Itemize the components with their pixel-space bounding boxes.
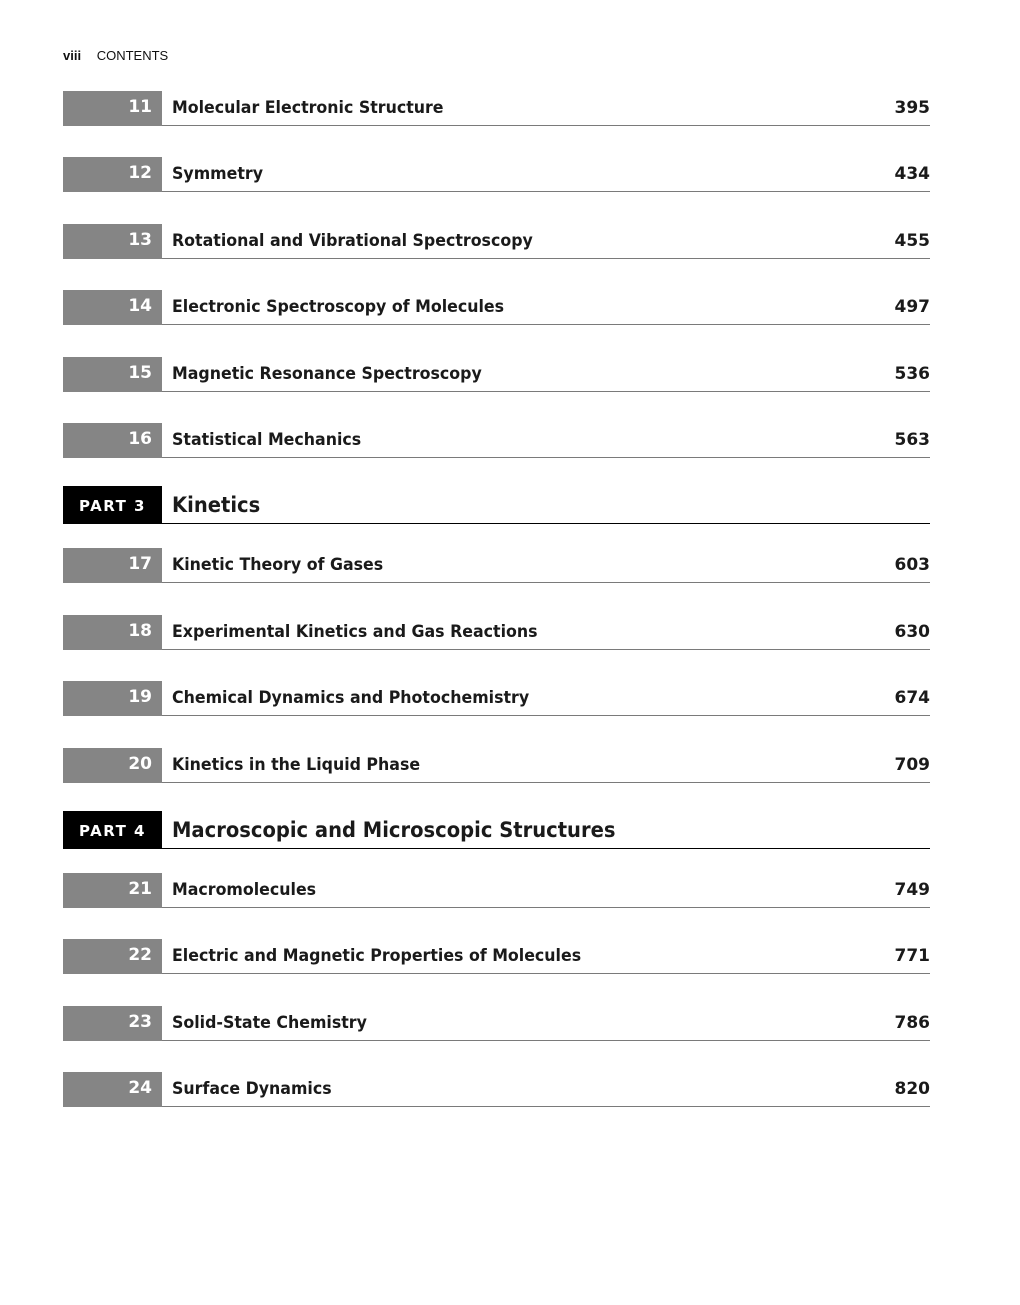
part-title: Kinetics: [172, 493, 261, 518]
chapter-page-number: 434: [894, 164, 930, 185]
chapter-page-number: 786: [894, 1012, 930, 1033]
chapter-page-number: 603: [894, 555, 930, 576]
chapter-number: 24: [63, 1072, 162, 1107]
chapter-entry[interactable]: [63, 423, 930, 458]
chapter-title: Electric and Magnetic Properties of Molecules: [172, 946, 582, 967]
chapter-number: 19: [63, 681, 162, 716]
chapter-number: 17: [63, 548, 162, 583]
page-number: viii: [63, 48, 82, 63]
chapter-page-number: 820: [894, 1079, 930, 1100]
chapter-number: 12: [63, 157, 162, 192]
running-head: [63, 48, 168, 63]
chapter-number: 15: [63, 357, 162, 392]
chapter-title: Experimental Kinetics and Gas Reactions: [172, 621, 538, 642]
chapter-title: Kinetic Theory of Gases: [172, 555, 384, 576]
part-label: PART 3: [63, 486, 162, 524]
part-label: PART 4: [63, 811, 162, 849]
rule-divider: [162, 715, 930, 716]
chapter-number: 18: [63, 615, 162, 650]
chapter-entry[interactable]: [63, 548, 930, 583]
chapter-title: Symmetry: [172, 164, 264, 185]
rule-divider: [162, 649, 930, 650]
chapter-title: Electronic Spectroscopy of Molecules: [172, 297, 505, 318]
rule-divider: [162, 1040, 930, 1041]
chapter-entry[interactable]: [63, 873, 930, 908]
chapter-page-number: 563: [894, 429, 930, 450]
part-title: Macroscopic and Microscopic Structures: [172, 817, 616, 842]
chapter-entry[interactable]: [63, 91, 930, 126]
part-heading: [63, 486, 930, 524]
chapter-page-number: 455: [894, 230, 930, 251]
part-heading: [63, 811, 930, 849]
rule-divider: [162, 457, 930, 458]
chapter-number: 21: [63, 873, 162, 908]
chapter-page-number: 630: [894, 621, 930, 642]
chapter-entry[interactable]: [63, 681, 930, 716]
chapter-page-number: 674: [894, 688, 930, 709]
chapter-entry[interactable]: [63, 357, 930, 392]
chapter-entry[interactable]: [63, 939, 930, 974]
chapter-entry[interactable]: [63, 748, 930, 783]
rule-divider: [162, 848, 930, 849]
table-of-contents: [63, 91, 930, 1138]
rule-divider: [162, 125, 930, 126]
chapter-title: Rotational and Vibrational Spectroscopy: [172, 230, 533, 251]
chapter-entry[interactable]: [63, 224, 930, 259]
chapter-number: 11: [63, 91, 162, 126]
chapter-title: Magnetic Resonance Spectroscopy: [172, 363, 482, 384]
chapter-page-number: 771: [894, 946, 930, 967]
chapter-title: Solid-State Chemistry: [172, 1012, 367, 1033]
chapter-title: Kinetics in the Liquid Phase: [172, 754, 421, 775]
chapter-page-number: 709: [894, 754, 930, 775]
chapter-page-number: 749: [894, 879, 930, 900]
rule-divider: [162, 782, 930, 783]
chapter-number: 20: [63, 748, 162, 783]
rule-divider: [162, 973, 930, 974]
chapter-number: 22: [63, 939, 162, 974]
chapter-entry[interactable]: [63, 1006, 930, 1041]
rule-divider: [162, 582, 930, 583]
chapter-title: Chemical Dynamics and Photochemistry: [172, 688, 530, 709]
chapter-entry[interactable]: [63, 157, 930, 192]
chapter-entry[interactable]: [63, 615, 930, 650]
running-head-label: CONTENTS: [96, 48, 169, 63]
chapter-entry[interactable]: [63, 290, 930, 325]
chapter-entry[interactable]: [63, 1072, 930, 1107]
rule-divider: [162, 907, 930, 908]
chapter-number: 14: [63, 290, 162, 325]
chapter-title: Statistical Mechanics: [172, 429, 362, 450]
chapter-page-number: 395: [894, 98, 930, 118]
chapter-page-number: 536: [894, 363, 930, 384]
chapter-title: Molecular Electronic Structure: [172, 98, 444, 118]
chapter-page-number: 497: [894, 297, 930, 318]
chapter-number: 16: [63, 423, 162, 458]
rule-divider: [162, 191, 930, 192]
chapter-number: 13: [63, 224, 162, 259]
rule-divider: [162, 1106, 930, 1107]
rule-divider: [162, 324, 930, 325]
rule-divider: [162, 391, 930, 392]
rule-divider: [162, 523, 930, 524]
rule-divider: [162, 258, 930, 259]
chapter-number: 23: [63, 1006, 162, 1041]
chapter-title: Surface Dynamics: [172, 1079, 332, 1100]
chapter-title: Macromolecules: [172, 879, 317, 900]
